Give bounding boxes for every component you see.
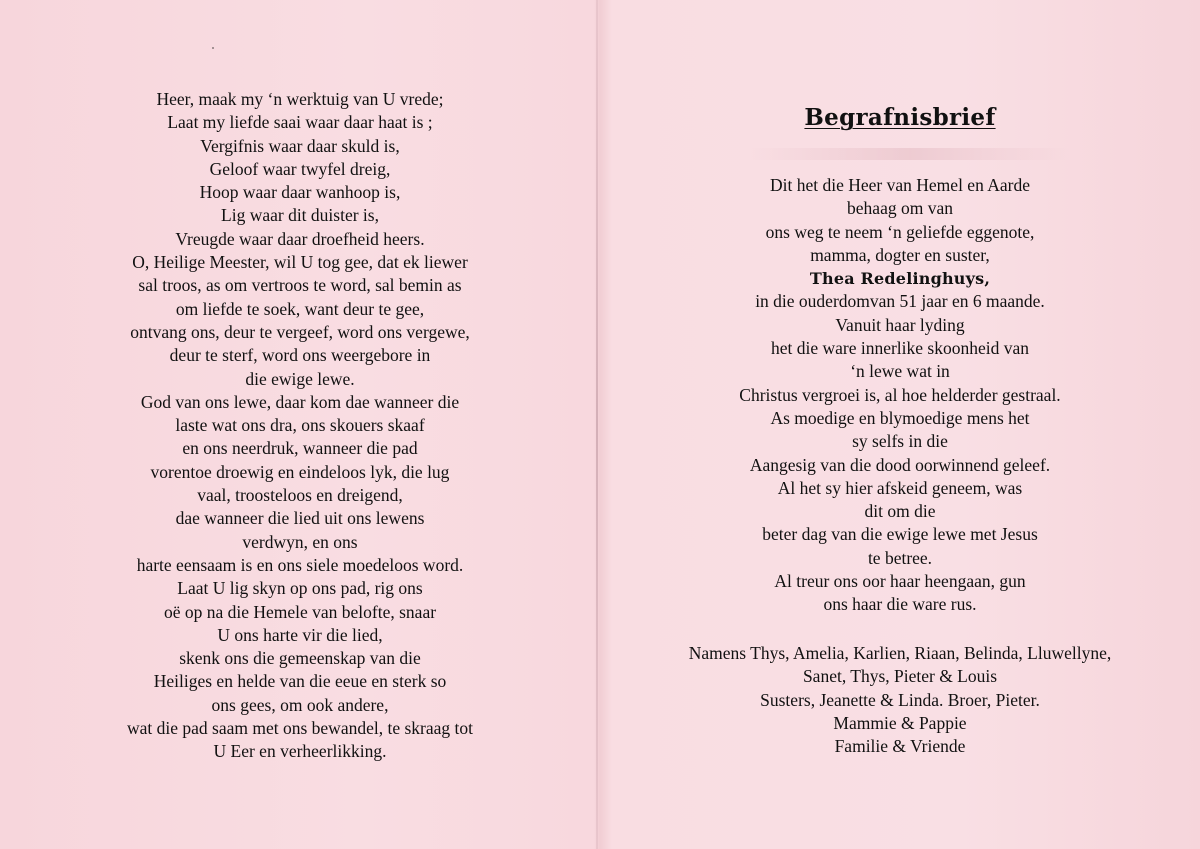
notice-line: Al treur ons oor haar heengaan, gun (774, 571, 1026, 592)
prayer-line: Heer, maak my ‘n werktuig van U vrede; (156, 89, 444, 109)
prayer-line: om liefde te soek, want deur te gee, (175, 298, 425, 319)
prayer-line: vorentoe droewig en eindeloos lyk, die lug (150, 461, 450, 482)
prayer-text (40, 88, 560, 764)
prayer-line: Hoop waar daar wanhoop is, (199, 182, 401, 203)
family-line: Mammie & Pappie (833, 712, 967, 733)
prayer-line: Laat U lig skyn op ons pad, rig ons (177, 578, 423, 599)
notice-line: ons weg te neem ‘n geliefde eggenote, (765, 221, 1035, 242)
notice-line: Vanuit haar lyding (835, 314, 965, 335)
notice-line: mamma, dogter en suster, (810, 244, 990, 265)
notice-line: het die ware innerlike skoonheid van (770, 338, 1030, 359)
funeral-notice (620, 174, 1180, 617)
notice-line: ‘n lewe wat in (850, 361, 950, 382)
family-line: Susters, Jeanette & Linda. Broer, Pieter. (760, 689, 1040, 710)
prayer-line: en ons neerdruk, wanneer die pad (182, 438, 418, 459)
page-title: Begrafnisbrief (804, 104, 996, 131)
notice-line: Al het sy hier afskeid geneem, was (777, 477, 1023, 498)
notice-line: As moedige en blymoedige mens het (770, 407, 1030, 428)
prayer-line: vaal, troosteloos en dreigend, (197, 485, 403, 506)
notice-line: sy selfs in die (852, 431, 948, 452)
center-fold (596, 0, 598, 849)
family-line: Familie & Vriende (834, 736, 966, 757)
prayer-line: laste wat ons dra, ons skouers skaaf (175, 415, 425, 436)
prayer-line: dae wanneer die lied uit ons lewens (175, 508, 425, 529)
prayer-line: ons gees, om ook andere, (211, 694, 389, 715)
family-line: Namens Thys, Amelia, Karlien, Riaan, Belinda, Lluwellyne, (688, 643, 1112, 663)
family-signatures (620, 642, 1180, 758)
prayer-line: God van ons lewe, daar kom dae wanneer die (140, 391, 460, 412)
notice-line: Christus vergroei is, al hoe helderder gestraal. (739, 384, 1061, 405)
left-page (40, 0, 560, 849)
notice-line: ons haar die ware rus. (823, 594, 977, 615)
notice-line: Dit het die Heer van Hemel en Aarde (770, 175, 1030, 195)
deceased-name: Thea Redelinghuys, (809, 269, 991, 289)
prayer-line: U ons harte vir die lied, (217, 624, 383, 645)
family-line: Sanet, Thys, Pieter & Louis (802, 666, 998, 687)
prayer-line: Vreugde waar daar droefheid heers. (175, 228, 425, 249)
prayer-line: U Eer en verheerlikking. (213, 741, 387, 762)
prayer-line: Laat my liefde saai waar daar haat is ; (167, 112, 433, 133)
prayer-line: verdwyn, en ons (242, 531, 358, 552)
prayer-line: ontvang ons, deur te vergeef, word ons vergewe, (130, 321, 470, 342)
notice-line: beter dag van die ewige lewe met Jesus (762, 524, 1038, 545)
faded-print-ghost (750, 148, 1070, 160)
prayer-line: Heiliges en helde van die eeue en sterk so (153, 671, 447, 692)
prayer-line: skenk ons die gemeenskap van die (179, 648, 421, 669)
prayer-line: deur te sterf, word ons weergebore in (169, 345, 431, 366)
right-page (620, 0, 1180, 849)
prayer-line: Vergifnis waar daar skuld is, (200, 135, 400, 156)
prayer-line: Lig waar dit duister is, (221, 205, 379, 226)
notice-line: in die ouderdomvan 51 jaar en 6 maande. (755, 291, 1045, 312)
notice-line: dit om die (864, 501, 936, 522)
prayer-line: wat die pad saam met ons bewandel, te skraag tot (126, 718, 473, 739)
prayer-line: sal troos, as om vertroos te word, sal bemin as (138, 275, 462, 296)
notice-line: Aangesig van die dood oorwinnend geleef. (749, 454, 1051, 475)
prayer-line: die ewige lewe. (245, 368, 355, 389)
prayer-line: O, Heilige Meester, wil U tog gee, dat ek liewer (132, 252, 468, 273)
notice-line: behaag om van (847, 198, 953, 219)
prayer-line: Geloof waar twyfel dreig, (209, 158, 391, 179)
prayer-line: oë op na die Hemele van belofte, snaar (163, 601, 437, 622)
prayer-line: harte eensaam is en ons siele moedeloos word. (136, 554, 464, 575)
notice-line: te betree. (867, 547, 933, 568)
